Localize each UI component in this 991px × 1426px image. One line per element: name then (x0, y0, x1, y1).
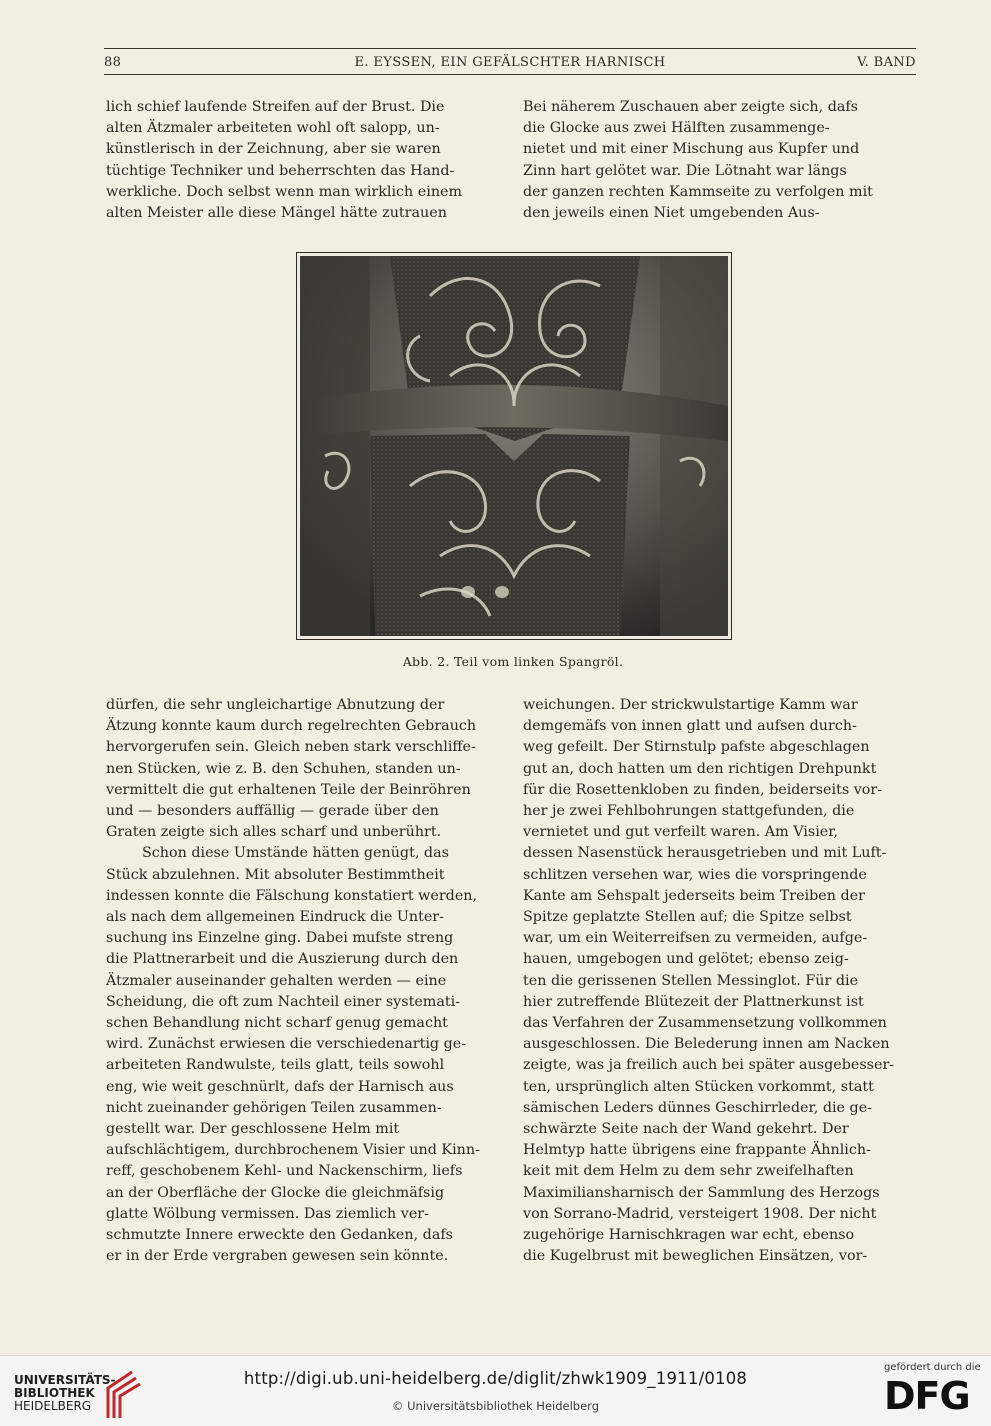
text-line: schwärzte Seite nach der Wand gekehrt. Der (523, 1121, 849, 1138)
text-line: ausgeschlossen. Die Belederung innen am Nacken (523, 1036, 890, 1053)
text-line: alten Ätzmaler arbeiteten wohl oft salopp, un- (106, 120, 440, 137)
funding-note: gefördert durch die (884, 1362, 981, 1373)
running-title: E. EYSSEN, EIN GEFÄLSCHTER HARNISCH (354, 55, 666, 70)
etched-armor-photograph (300, 256, 728, 636)
text-line: er in der Erde vergraben gewesen sein könnte. (106, 1248, 449, 1265)
text-line: aufschlächtigem, durchbrochenem Visier und Kinn- (106, 1142, 480, 1159)
text-line: Scheidung, die oft zum Nachteil einer systemati- (106, 993, 461, 1010)
text-line: und — besonders auffällig — gerade über den (106, 803, 439, 820)
text-line: Bei näherem Zuschauen aber zeigte sich, dafs (523, 99, 859, 115)
library-name-line1: UNIVERSITÄTS- (14, 1373, 116, 1387)
text-line: als nach dem allgemeinen Eindruck die Unter- (106, 909, 444, 926)
column-left-bottom (106, 695, 500, 1267)
text-line: suchung ins Einzelne ging. Dabei mufste streng (106, 930, 454, 947)
text-line: lich schief laufende Streifen auf der Brust. Die (106, 99, 445, 115)
text-line: Spitze geplatzte Stellen auf; die Spitze selbst (523, 909, 852, 926)
text-line: Zinn hart gelötet war. Die Lötnaht war längs (523, 162, 847, 179)
text-line: werkliche. Doch selbst wenn man wirklich einem (106, 183, 463, 200)
text-line: indessen konnte die Fälschung konstatiert werden, (106, 887, 478, 904)
copyright-notice: © Universitätsbibliothek Heidelberg (391, 1399, 599, 1413)
text-line: Helmtyp hatte übrigens eine frappante Ähnlich- (523, 1142, 871, 1159)
text-line: reff, geschobenem Kehl- und Nackenschirm, liefs (106, 1163, 463, 1180)
text-line: nietet und mit einer Mischung aus Kupfer und (523, 141, 860, 158)
page-number: 88 (104, 55, 122, 70)
text-line: Stück abzulehnen. Mit absoluter Bestimmtheit (106, 866, 445, 883)
text-line: dürfen, die sehr ungleichartige Abnutzung der (106, 697, 445, 713)
header-rule-bottom (104, 74, 916, 75)
text-line: Schon diese Umstände hätten genügt, das (142, 845, 449, 862)
text-line: das Verfahren der Zusammensetzung vollkommen (523, 1015, 887, 1032)
text-line: Ätzung konnte kaum durch regelrechten Gebrauch (106, 718, 477, 735)
library-name-line3: HEIDELBERG (14, 1399, 92, 1413)
library-name-line2: BIBLIOTHEK (14, 1386, 95, 1400)
text-line: dessen Nasenstück herausgetrieben und mit Luft- (523, 845, 887, 862)
text-line: wird. Zunächst erwiesen die verschiedenartig ge- (106, 1036, 467, 1053)
text-line: ten die gerissenen Stellen Messinglot. Für die (523, 972, 859, 989)
text-line: vermittelt die gut erhaltenen Teile der Beinröhren (106, 781, 471, 798)
text-line: glatte Wölbung vermissen. Das ziemlich ver- (106, 1205, 429, 1222)
text-line: tüchtige Techniker und beherrschten das Hand- (106, 162, 455, 179)
column-left-top (106, 97, 500, 224)
text-line: hier zutreffende Blütezeit der Plattnerkunst ist (523, 993, 864, 1010)
figure-caption: Abb. 2. Teil vom linken Spangröl. (402, 654, 624, 669)
text-line: Graten zeigte sich alles scharf und unberührt. (106, 824, 442, 841)
text-line: her je zwei Fehlbohrungen stattgefunden, die (523, 803, 855, 820)
text-line: sämischen Leders dünnes Geschirrleder, die ge- (523, 1099, 873, 1116)
text-line: die Plattnerarbeit und die Auszierung durch den (106, 951, 459, 968)
figure-frame (296, 252, 732, 640)
text-line: war, um ein Weiterreifsen zu vermeiden, aufge- (523, 930, 868, 947)
text-line: für die Rosettenkloben zu finden, beiderseits vor- (523, 781, 883, 798)
text-line: Kante am Sehspalt jederseits beim Treiben der (523, 887, 865, 904)
text-line: schlitzen versehen war, wies die vorspringende (523, 866, 867, 883)
text-line: hervorgerufen sein. Gleich neben stark verschliffe- (106, 739, 476, 756)
text-line: die Kugelbrust mit beweglichen Einsätzen, vor- (523, 1248, 868, 1265)
text-line: gestellt war. Der geschlossene Helm mit (106, 1121, 400, 1138)
text-line: schmutzte Innere erweckte den Gedanken, dafs (106, 1227, 453, 1244)
volume-label: V. BAND (857, 55, 916, 70)
column-right-bottom (523, 695, 917, 1267)
text-line: nicht zueinander gehörigen Teilen zusammen- (106, 1099, 442, 1116)
text-line: eng, wie weit geschnürlt, dafs der Harnisch aus (106, 1078, 454, 1095)
dfg-logo[interactable]: DFG (884, 1374, 970, 1418)
text-line: an der Oberfläche der Glocke die gleichmäfsig (106, 1184, 445, 1201)
text-line: von Sorrano-Madrid, versteigert 1908. Der nicht (523, 1205, 877, 1222)
text-line: zugehörige Harnischkragen war echt, ebenso (523, 1227, 855, 1244)
text-line: arbeiteten Randwulste, teils glatt, teils sowohl (106, 1057, 445, 1074)
text-line: hauen, umgebogen und gelötet; ebenso zeig- (523, 951, 849, 968)
column-right-top (523, 97, 917, 224)
text-line: alten Meister alle diese Mängel hätte zutrauen (106, 205, 447, 222)
text-line: weichungen. Der strickwulstartige Kamm war (523, 697, 858, 713)
text-line: demgemäfs von innen glatt und aufsen durch- (523, 718, 857, 735)
text-line: zeigte, was ja freilich auch bei später ausgebesser- (523, 1057, 895, 1074)
text-line: die Glocke aus zwei Hälften zusammenge- (523, 120, 830, 137)
text-line: weg gefeilt. Der Stirnstulp pafste abgeschlagen (523, 739, 870, 756)
text-line: künstlerisch in der Zeichnung, aber sie waren (106, 141, 441, 158)
permalink-url[interactable]: http://digi.ub.uni-heidelberg.de/diglit/zhwk1909_1911/0108 (243, 1369, 748, 1388)
text-line: vernietet und gut verfeilt waren. Am Visier, (523, 824, 839, 841)
text-line: ten, ursprünglich alten Stücken vorkommt, statt (523, 1078, 874, 1095)
header-rule-top (104, 48, 916, 49)
text-line: der ganzen rechten Kammseite zu verfolgen mit (523, 183, 873, 200)
text-line: schen Behandlung nicht scharf genug gemacht (106, 1015, 448, 1032)
text-line: gut an, doch hatten um den richtigen Drehpunkt (523, 760, 877, 777)
text-line: Ätzmaler auseinander gehalten werden — eine (106, 972, 447, 989)
digitization-footer (0, 1355, 991, 1426)
running-header (104, 55, 916, 73)
text-line: Maximiliansharnisch der Sammlung des Herzogs (523, 1184, 880, 1201)
text-line: nen Stücken, wie z. B. den Schuhen, standen un- (106, 760, 461, 777)
text-line: den jeweils einen Niet umgebenden Aus- (523, 205, 820, 222)
text-line: keit mit dem Helm zu dem sehr zweifelhaften (523, 1163, 854, 1180)
